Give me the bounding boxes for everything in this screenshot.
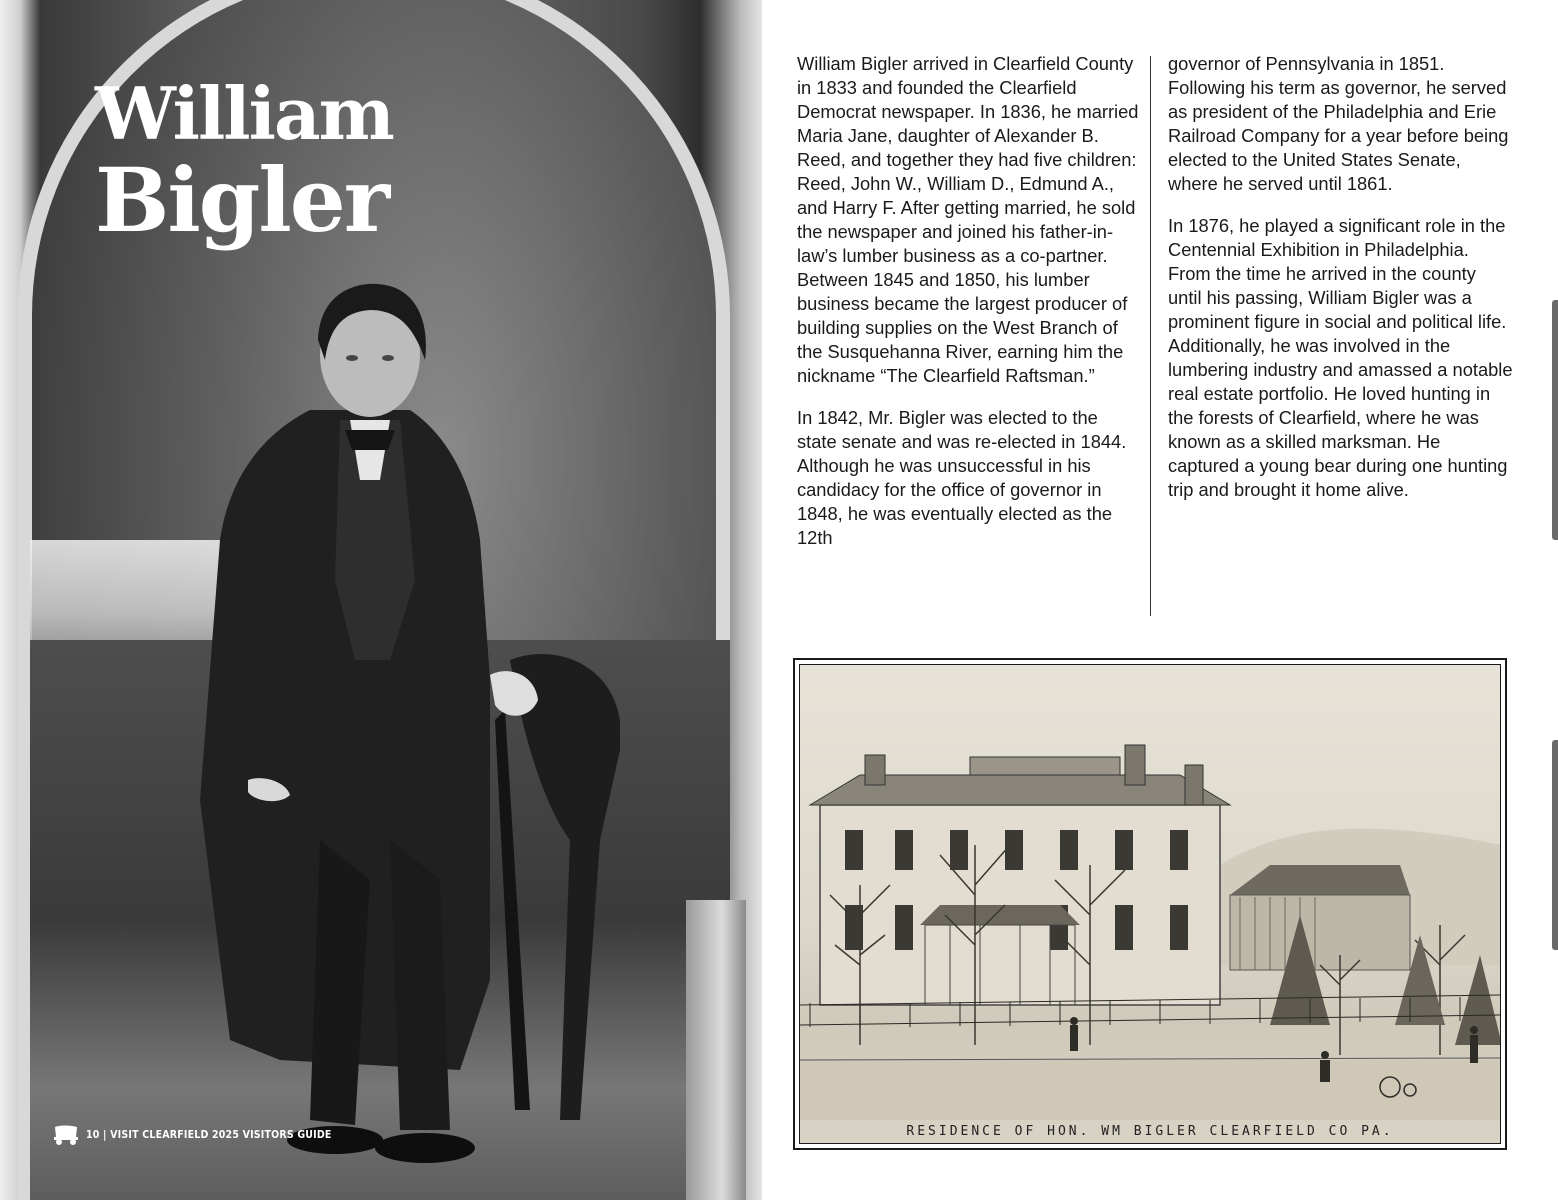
portrait-photo	[0, 0, 762, 1200]
page-edge-tab	[1552, 300, 1558, 540]
photo-doorframe	[686, 900, 746, 1200]
portrait-figure	[160, 280, 620, 1180]
covered-wagon-icon	[52, 1125, 80, 1145]
engraving-image	[799, 664, 1501, 1144]
article-column-2	[1168, 52, 1513, 520]
column-divider	[1150, 56, 1151, 616]
page-footer	[52, 1125, 332, 1145]
engraving-drawing	[800, 665, 1501, 1143]
footer-text: 10 | VISIT CLEARFIELD 2025 VISITORS GUIDE	[86, 1129, 332, 1141]
article-column-1	[797, 52, 1142, 568]
title-line-2: Bigler	[95, 148, 389, 252]
paragraph: In 1842, Mr. Bigler was elected to the state senate and was re-elected in 1844. Although he was unsuccessful in his candidacy for the office of governor in 1848, he was eventually elected as the 12th	[797, 407, 1127, 548]
engraving-caption: RESIDENCE OF HON. WM BIGLER CLEARFIELD CO PA.	[906, 1124, 1394, 1139]
paragraph: William Bigler arrived in Clearfield County in 1833 and founded the Clearfield Democrat newspaper. In 1836, he married Maria Jane, daughter of Alexander B. Reed, and together they had five children: Reed, John W., William D., Edmund A., and Harry F. After getting married, he sold the newspaper and joined his father-in-law’s lumber business as a co-partner. Between 1845 and 1850, his lumber business became the largest producer of building supplies on the West Branch of the Susquehanna River, earning him the nickname “The Clearfield Raftsman.”	[797, 53, 1139, 386]
page-edge-tab	[1552, 740, 1558, 950]
residence-engraving	[793, 658, 1507, 1150]
page-title	[95, 71, 393, 252]
title-line-1: William	[95, 71, 393, 156]
paragraph: In 1876, he played a significant role in the Centennial Exhibition in Philadelphia. From the time he arrived in the county until his passing, William Bigler was a prominent figure in social and political life. Additionally, he was involved in the lumbering industry and amassed a notable real estate portfolio. He loved hunting in the forests of Clearfield, where he was known as a skilled marksman. He captured a young bear during one hunting trip and brought it home alive.	[1168, 215, 1513, 500]
paragraph: governor of Pennsylvania in 1851. Following his term as governor, he served as president of the Philadelphia and Erie Railroad Company for a year before being elected to the United States Senate, where he served until 1861.	[1168, 53, 1509, 194]
